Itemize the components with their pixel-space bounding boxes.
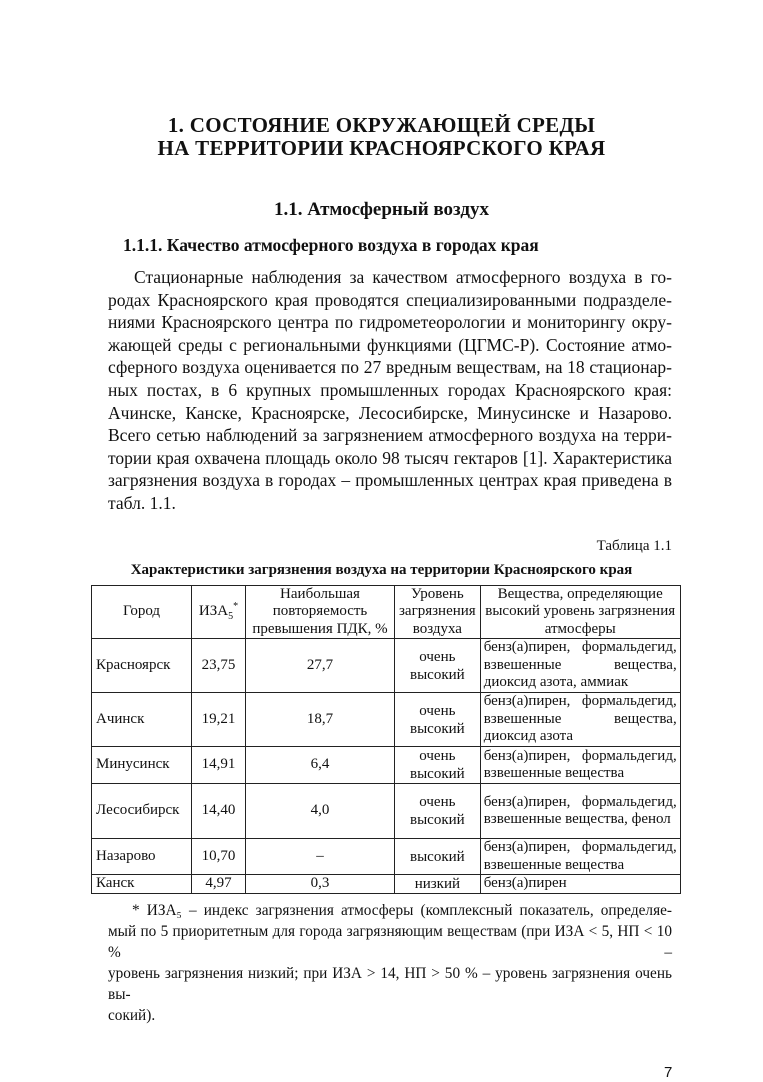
table-row — [92, 747, 681, 784]
cell-city: Назарово — [92, 839, 192, 875]
cell-frequency: 27,7 — [246, 639, 395, 693]
cell-city: Лесосибирск — [92, 784, 192, 839]
cell-level: низкий — [395, 875, 481, 894]
cell-iza: 19,21 — [192, 693, 246, 747]
page-number: 7 — [664, 1064, 673, 1082]
cell-substances: бенз(а)пирен, формальдегид, взвешенные вещества, диоксид азота, аммиак — [480, 639, 680, 693]
cell-substances: бенз(а)пирен — [480, 875, 680, 894]
table-row — [92, 693, 681, 747]
cell-iza: 14,40 — [192, 784, 246, 839]
table-caption: Характеристики загрязнения воздуха на территории Красноярского края — [130, 561, 633, 578]
cell-iza: 4,97 — [192, 875, 246, 894]
cell-level: очень высокий — [395, 784, 481, 839]
cell-substances: бенз(а)пирен, формальдегид, взвешенные вещества, диоксид азота — [480, 693, 680, 747]
cell-iza: 23,75 — [192, 639, 246, 693]
chapter-title-line-2: НА ТЕРРИТОРИИ КРАСНОЯРСКОГО КРАЯ — [157, 136, 606, 160]
paragraph-line: родах Красноярского края проводятся специализированными подразделе- — [108, 289, 672, 310]
header-iza — [192, 585, 246, 639]
paragraph-line: жающей среды с региональными функциями (ЦГМС-Р). Состояние атмо- — [108, 334, 672, 355]
subsection-heading: 1.1.1. Качество атмосферного воздуха в городах края — [123, 235, 539, 255]
cell-frequency: 18,7 — [246, 693, 395, 747]
paragraph-line: ниями Красноярского центра по гидрометеорологии и мониторингу окру- — [108, 312, 672, 333]
header-city: Город — [92, 585, 192, 639]
table-row — [92, 875, 681, 894]
paragraph-line: Стационарные наблюдения за качеством атмосферного воздуха в го- — [134, 267, 672, 287]
table-row — [92, 839, 681, 875]
cell-iza: 14,91 — [192, 747, 246, 784]
cell-iza: 10,70 — [192, 839, 246, 875]
header-substances: Вещества, определяющие высокий уровень загрязнения атмосферы — [480, 585, 680, 639]
paragraph-line: загрязнения воздуха в городах – промышленных центрах края приведена в — [108, 470, 672, 491]
header-level: Уровень загрязнения воздуха — [395, 585, 481, 639]
cell-substances: бенз(а)пирен, формальдегид, взвешенные вещества, фенол — [480, 784, 680, 839]
section-heading: 1.1. Атмосферный воздух — [274, 199, 489, 220]
header-iza-sub: 5 — [228, 611, 234, 623]
header-iza-footnote-mark: * — [233, 601, 239, 613]
cell-frequency: – — [246, 839, 395, 875]
cell-level: очень высокий — [395, 693, 481, 747]
body-paragraph — [108, 266, 672, 515]
cell-city: Красноярск — [92, 639, 192, 693]
table-number: Таблица 1.1 — [596, 537, 672, 554]
cell-level: очень высокий — [395, 639, 481, 693]
paragraph-line: ных постах, в 6 крупных промышленных городах Красноярского края: — [108, 379, 672, 400]
cell-substances: бенз(а)пирен, формальдегид, взвешенные вещества — [480, 747, 680, 784]
pollution-table — [91, 585, 681, 895]
header-frequency: Наибольшая повторяемость превышения ПДК, % — [246, 585, 395, 639]
cell-frequency: 6,4 — [246, 747, 395, 784]
footnote-line: уровень загрязнения низкий; при ИЗА > 14, НП > 50 % – уровень загрязнения очень вы- — [108, 965, 672, 1004]
table-footnote — [108, 900, 672, 1026]
paragraph-line: сферного воздуха оценивается по 27 вредным веществам, на 18 стационар- — [108, 357, 672, 378]
cell-city: Канск — [92, 875, 192, 894]
paragraph-line: табл. 1.1. — [108, 492, 176, 513]
paragraph-line: Ачинске, Канске, Красноярске, Лесосибирске, Минусинске и Назарово. — [108, 402, 672, 423]
chapter-title-line-1: 1. СОСТОЯНИЕ ОКРУЖАЮЩЕЙ СРЕДЫ — [167, 113, 596, 137]
header-iza-label: ИЗА — [198, 603, 229, 620]
footnote-line: мый по 5 приоритетным для города загрязняющим веществам (при ИЗА < 5, НП < 10 % – — [108, 923, 672, 962]
table-row — [92, 639, 681, 693]
table-header-row — [92, 585, 681, 639]
cell-level: очень высокий — [395, 747, 481, 784]
chapter-title — [0, 114, 763, 160]
cell-city: Ачинск — [92, 693, 192, 747]
cell-level: высокий — [395, 839, 481, 875]
cell-frequency: 0,3 — [246, 875, 395, 894]
cell-city: Минусинск — [92, 747, 192, 784]
table-row — [92, 784, 681, 839]
footnote-line: сокий). — [108, 1007, 156, 1025]
footnote-line: * ИЗА₅ – индекс загрязнения атмосферы (комплексный показатель, определяе- — [132, 902, 672, 920]
cell-substances: бенз(а)пирен, формальдегид, взвешенные вещества — [480, 839, 680, 875]
paragraph-line: тории края охвачена площадь около 98 тысяч гектаров [1]. Характеристика — [108, 447, 672, 468]
paragraph-line: Всего сетью наблюдений за загрязнением атмосферного воздуха на терри- — [108, 425, 672, 446]
cell-frequency: 4,0 — [246, 784, 395, 839]
